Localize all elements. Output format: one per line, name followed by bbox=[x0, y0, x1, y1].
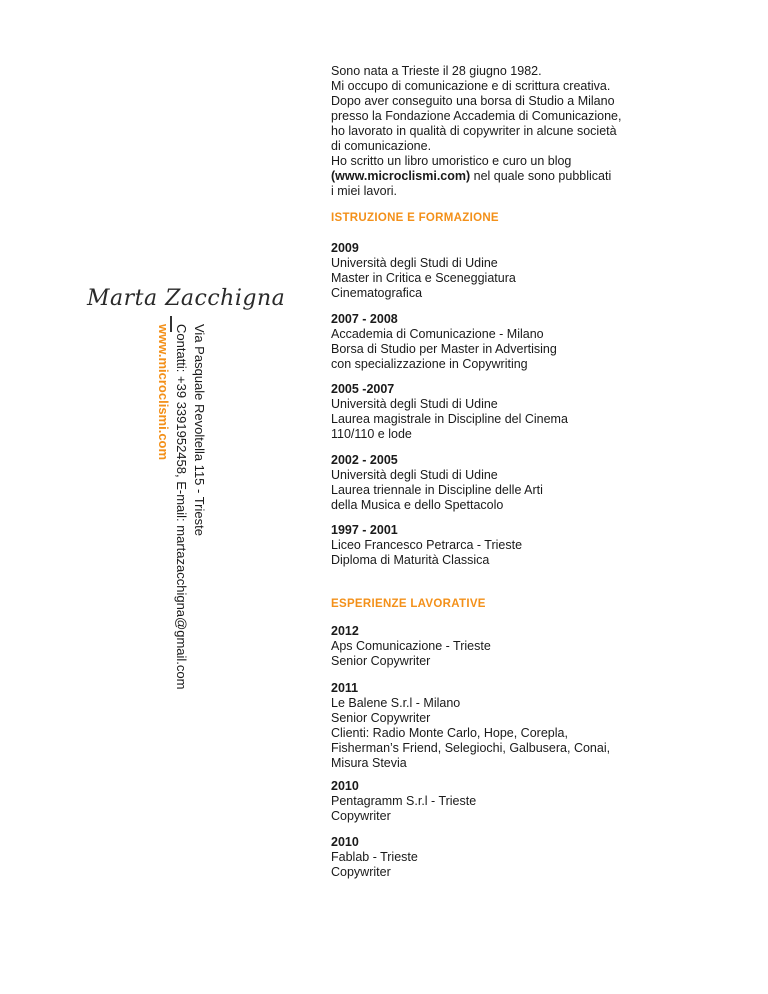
intro-line: ho lavorato in qualità di copywriter in alcune società bbox=[331, 124, 617, 138]
intro-line: Dopo aver conseguito una borsa di Studio a Milano bbox=[331, 94, 615, 108]
entry-year: 2009 bbox=[331, 241, 359, 255]
intro-line: presso la Fondazione Accademia di Comunicazione, bbox=[331, 109, 622, 123]
entry-line: Le Balene S.r.l - Milano bbox=[331, 696, 461, 710]
entry-line: Pentagramm S.r.l - Trieste bbox=[331, 794, 477, 808]
experience-entry bbox=[331, 779, 651, 824]
entry-line: con specializzazione in Copywriting bbox=[331, 357, 528, 371]
entry-year: 2002 - 2005 bbox=[331, 453, 398, 467]
intro-line: di comunicazione. bbox=[331, 139, 432, 153]
entry-year: 2012 bbox=[331, 624, 359, 638]
author-name: Marta Zacchigna bbox=[87, 286, 286, 311]
entry-line: Liceo Francesco Petrarca - Trieste bbox=[331, 538, 523, 552]
entry-line: Università degli Studi di Udine bbox=[331, 397, 498, 411]
entry-line: Cinematografica bbox=[331, 286, 423, 300]
entry-line: Accademia di Comunicazione - Milano bbox=[331, 327, 544, 341]
entry-line: Università degli Studi di Udine bbox=[331, 256, 498, 270]
intro-line bbox=[331, 169, 651, 184]
entry-line: Fablab - Trieste bbox=[331, 850, 418, 864]
intro-paragraph bbox=[331, 64, 651, 199]
intro-line: i miei lavori. bbox=[331, 184, 397, 198]
entry-line: Master in Critica e Sceneggiatura bbox=[331, 271, 516, 285]
entry-year: 2007 - 2008 bbox=[331, 312, 398, 326]
entry-line: Diploma di Maturità Classica bbox=[331, 553, 490, 567]
entry-line: Clienti: Radio Monte Carlo, Hope, Corepla, bbox=[331, 726, 568, 740]
experience-entry bbox=[331, 835, 651, 880]
entry-line: della Musica e dello Spettacolo bbox=[331, 498, 504, 512]
entry-year: 2010 bbox=[331, 779, 359, 793]
intro-line: Mi occupo di comunicazione e di scrittura creativa. bbox=[331, 79, 611, 93]
entry-line: Senior Copywriter bbox=[331, 654, 431, 668]
intro-text: nel quale sono pubblicati bbox=[470, 169, 612, 183]
intro-line: Sono nata a Trieste il 28 giugno 1982. bbox=[331, 64, 542, 78]
entry-year: 2005 -2007 bbox=[331, 382, 395, 396]
education-entry bbox=[331, 523, 651, 568]
entry-year: 2010 bbox=[331, 835, 359, 849]
address-text: Via Pasquale Revoltella 115 - Trieste bbox=[192, 324, 207, 536]
intro-line: Ho scritto un libro umoristico e curo un blog bbox=[331, 154, 572, 168]
entry-line: Laurea magistrale in Discipline del Cinema bbox=[331, 412, 568, 426]
entry-year: 2011 bbox=[331, 681, 359, 695]
education-title: ISTRUZIONE E FORMAZIONE bbox=[331, 212, 499, 224]
entry-line: Borsa di Studio per Master in Advertising bbox=[331, 342, 557, 356]
experience-entry bbox=[331, 681, 651, 771]
entry-line: Aps Comunicazione - Trieste bbox=[331, 639, 491, 653]
entry-line: Copywriter bbox=[331, 865, 391, 879]
entry-line: Senior Copywriter bbox=[331, 711, 431, 725]
blog-link[interactable]: (www.microclismi.com) bbox=[331, 169, 471, 183]
experience-entry bbox=[331, 624, 651, 669]
entry-line: Copywriter bbox=[331, 809, 391, 823]
entry-line: Laurea triennale in Discipline delle Arti bbox=[331, 483, 543, 497]
website-link[interactable]: www.microclismi.com bbox=[156, 324, 171, 461]
entry-year: 1997 - 2001 bbox=[331, 523, 398, 537]
entry-line: Università degli Studi di Udine bbox=[331, 468, 498, 482]
education-entry bbox=[331, 312, 651, 372]
education-entry bbox=[331, 241, 651, 301]
entry-line: Fisherman’s Friend, Selegiochi, Galbusera, Conai, bbox=[331, 741, 611, 755]
experience-title: ESPERIENZE LAVORATIVE bbox=[331, 598, 486, 610]
entry-line: Misura Stevia bbox=[331, 756, 407, 770]
entry-line: 110/110 e lode bbox=[331, 427, 412, 441]
education-entry bbox=[331, 453, 651, 513]
education-entry bbox=[331, 382, 651, 442]
contacts-text: Contatti: +39 3391952458, E-mail: martazacchigna@gmail.com bbox=[174, 324, 189, 690]
